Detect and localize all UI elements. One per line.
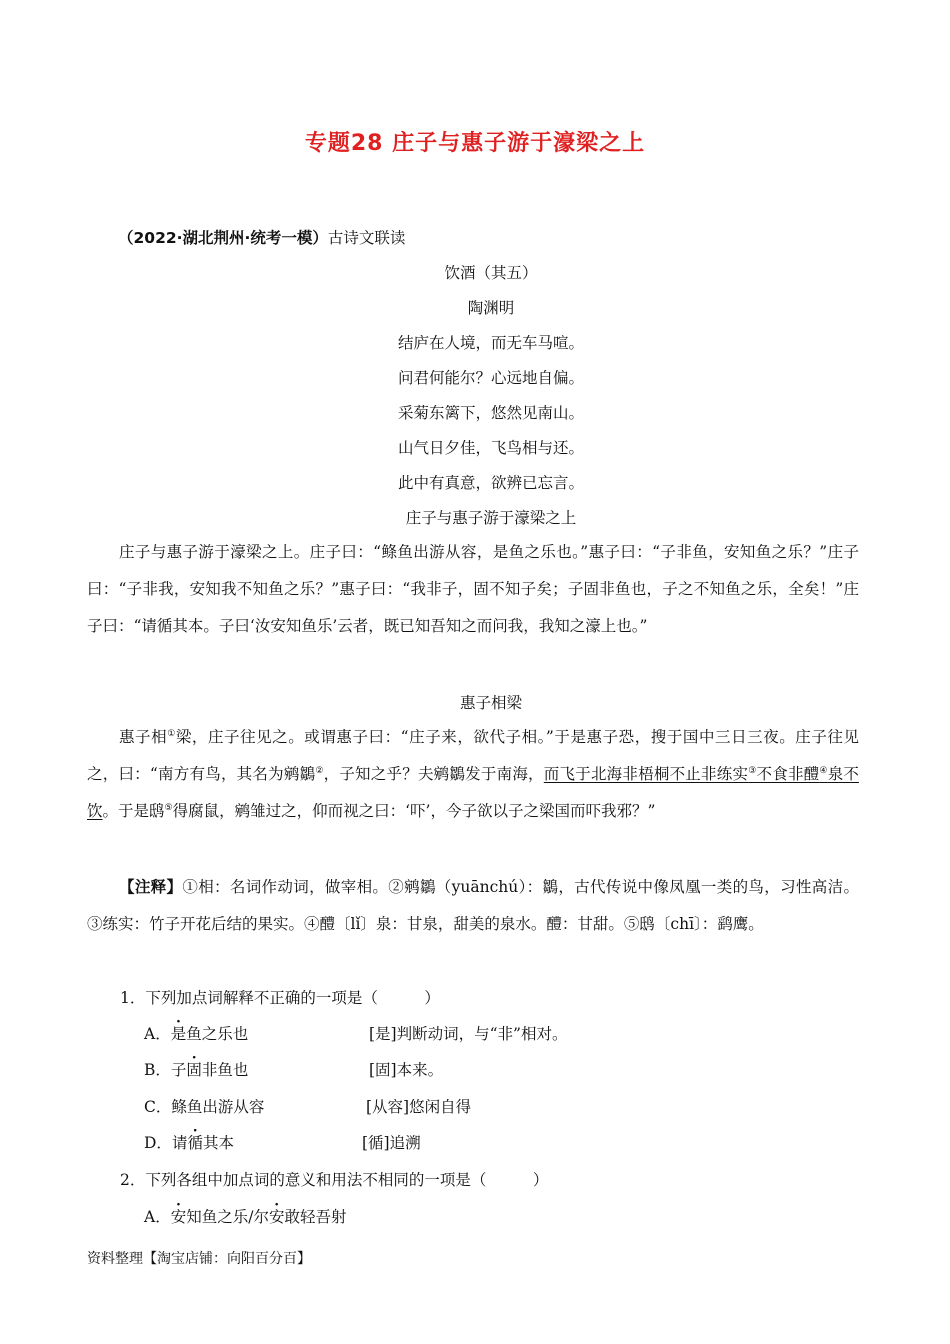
- q2-option-a: A．安知鱼之乐/尔安敢轻吾射: [144, 1208, 347, 1226]
- poem-title: 饮酒（其五）: [444, 264, 538, 282]
- annotations: [87, 868, 859, 943]
- note-ref: ⑤: [164, 802, 173, 813]
- passage1-title: 庄子与惠子游于濠梁之上: [405, 509, 577, 527]
- passage2-text: 惠子相①梁，庄子往见之。或谓惠子曰：“庄子来，欲代子相。”于是惠子恐，搜于国中三日三夜。庄子往见之，曰：“南方有鸟，其名为鹓鶵②，子知之乎？夫鹓鶵发于南海，而飞于北海非梧桐不止非练实③不食非醴④泉不饮。于是鸱⑤得腐鼠，鹓雏过之，仰而视之曰：‘吓’，今子欲以子之梁国而吓我邪？”: [87, 728, 859, 820]
- note-ref: ②: [315, 765, 324, 776]
- q1-option-a: A．是鱼之乐也: [144, 1025, 249, 1043]
- page-footer: 资料整理【淘宝店铺：向阳百分百】: [87, 1251, 311, 1267]
- notes-text: ①相：名词作动词，做宰相。②鹓鶵（yuānchú）：鶵，古代传说中像凤凰一类的鸟，习性高洁。③练实：竹子开花后结的果实。④醴〔lǐ〕泉：甘泉，甜美的泉水。醴：甘甜。⑤鸱〔chī〕：鹞鹰。: [87, 878, 859, 933]
- q1-option-b-gloss: [固]本来。: [369, 1061, 444, 1079]
- passage1-text: 庄子与惠子游于濠梁之上。庄子曰：“鲦鱼出游从容，是鱼之乐也。”惠子曰：“子非鱼，安知鱼之乐？”庄子曰：“子非我，安知我不知鱼之乐？”惠子曰：“我非子，固不知子矣；子固非鱼也，子之不知鱼之乐，全矣！”庄子曰：“请循其本。子曰‘汝安知鱼乐’云者，既已知吾知之而问我，我知之濠上也。”: [87, 543, 859, 635]
- dotted-char: 是: [170, 1025, 187, 1043]
- poem-line: 结庐在人境，而无车马喧。: [397, 334, 584, 352]
- source-type: 古诗文联读: [327, 229, 406, 247]
- page-title: 专题28 庄子与惠子游于濠梁之上: [304, 131, 646, 156]
- question-1-stem: 1．下列加点词解释不正确的一项是（ ）: [120, 989, 440, 1007]
- q1-option-d-gloss: [循]追溯: [362, 1134, 421, 1152]
- poem-author: 陶渊明: [467, 299, 515, 317]
- question-source: [118, 228, 405, 248]
- q1-option-a-gloss: [是]判断动词，与“非”相对。: [369, 1025, 568, 1043]
- q1-option-c: C．鲦鱼出游从容: [144, 1098, 265, 1116]
- q1-option-d: D．请循其本: [144, 1134, 234, 1152]
- q1-option-b: B．子固非鱼也: [144, 1061, 249, 1079]
- source-label: （2022·湖北荆州·统考一模）: [118, 229, 328, 247]
- dotted-char: 安: [268, 1208, 285, 1226]
- poem-line: 山气日夕佳，飞鸟相与还。: [397, 439, 584, 457]
- notes-label: 【注释】: [119, 877, 183, 896]
- dotted-char: 循: [187, 1134, 203, 1152]
- underlined-sentence: 而飞于北海非梧桐不止非练实③不食非醴④泉不饮: [87, 765, 859, 820]
- passage2-title: 惠子相梁: [459, 694, 522, 712]
- note-ref: ③: [748, 765, 757, 776]
- dotted-char: 安: [170, 1208, 187, 1226]
- poem-line: 采菊东篱下，悠然见南山。: [397, 404, 584, 422]
- question-2-stem: 2．下列各组中加点词的意义和用法不相同的一项是（ ）: [120, 1171, 549, 1189]
- q1-option-c-gloss: [从容]悠闲自得: [366, 1098, 472, 1116]
- poem-line: 问君何能尔？心远地自偏。: [397, 369, 584, 387]
- note-ref: ①: [167, 728, 176, 739]
- poem-line: 此中有真意，欲辨已忘言。: [397, 474, 584, 492]
- dotted-char: 固: [186, 1061, 202, 1079]
- note-ref: ④: [819, 765, 828, 776]
